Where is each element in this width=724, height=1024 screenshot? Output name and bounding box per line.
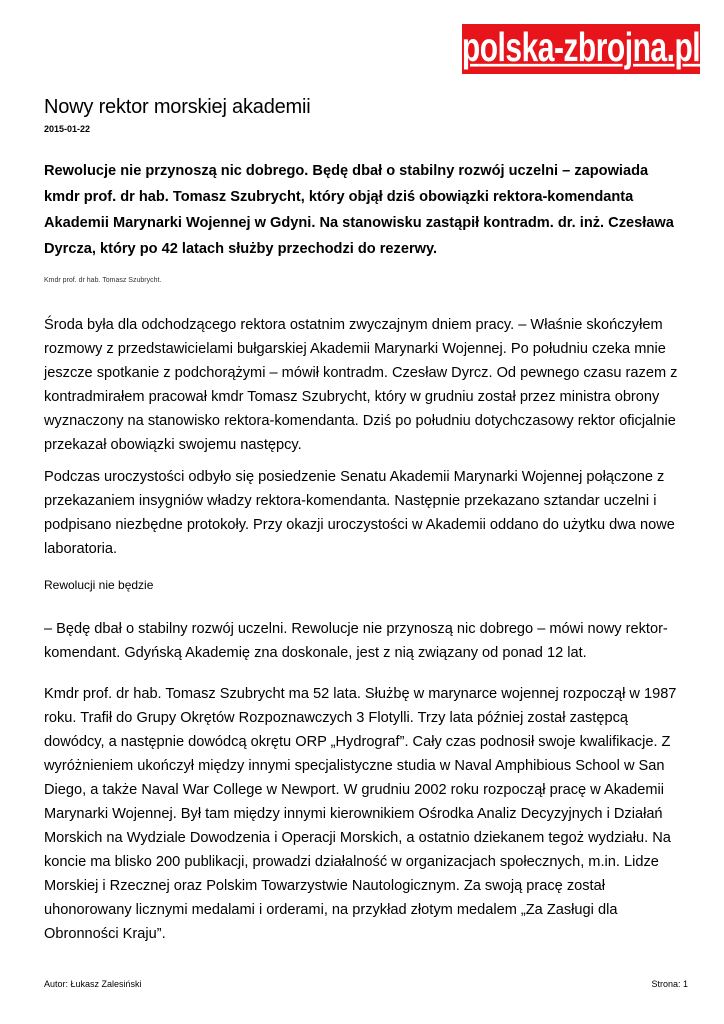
paragraph: – Będę dbał o stabilny rozwój uczelni. Rewolucje nie przynoszą nic dobrego – mówi nowy rektor-komendant. Gdyńską Akademię zna doskonale, jest z nią związany od ponad 12 lat. bbox=[44, 621, 668, 661]
footer-page-number: Strona: 1 bbox=[651, 979, 688, 989]
paragraph: Środa była dla odchodzącego rektora ostatnim zwyczajnym dniem pracy. – Właśnie skończyłem rozmowy z przedstawicielami bułgarskiej Akademii Marynarki Wojennej. Po południu czeka mnie jeszcze spotkanie z podchorążymi – mówił kontradm. Czesław Dyrcz. Od pewnego czasu razem z kontradmirałem pracował kmdr Tomasz Szubrycht, który w grudniu został przez ministra obrony wyznaczony na stanowisko rektora-komendanta. Dziś po południu dotychczasowy rektor oficjalnie przekazał obowiązki swojemu następcy. bbox=[44, 317, 678, 453]
photo-caption: Kmdr prof. dr hab. Tomasz Szubrycht. bbox=[44, 277, 162, 284]
paragraph: Kmdr prof. dr hab. Tomasz Szubrycht ma 52 lata. Służbę w marynarce wojennej rozpoczął w 1987 roku. Trafił do Grupy Okrętów Rozpoznawczych 3 Flotylli. Trzy lata później został zastępcą dowódcy, a następnie dowódcą okrętu ORP „Hydrograf”. Cały czas podnosił swoje kwalifikacje. Z wyróżnieniem ukończył między innymi specjalistyczne studia w Naval Amphibious School w San Diego, a także Naval War College w Newport. W grudniu 2002 roku rozpoczął pracę w Akademii Marynarki Wojennej. Był tam między innymi kierownikiem Ośrodka Analiz Decyzyjnych i Działań Morskich na Wydziale Dowodzenia i Operacji Morskich, a ostatnio dziekanem tegoż wydziału. Na koncie ma blisko 200 publikacji, prowadzi działalność w organizacjach społecznych, m.in. Lidze Morskiej i Rzecznej oraz Polskim Towarzystwie Nautologicznym. Za swoją pracę został uhonorowany licznymi medalami i orderami, na przykład złotym medalem „Za Zasługi dla Obronności Kraju”. bbox=[44, 686, 677, 942]
article-date: 2015-01-22 bbox=[44, 124, 91, 134]
site-logo-text: polska-zbrojna.pl bbox=[462, 26, 700, 71]
article-lead: Rewolucje nie przynoszą nic dobrego. Będę dbał o stabilny rozwój uczelni – zapowiada kmdr prof. dr hab. Tomasz Szubrycht, który objął dziś obowiązki rektora-komendanta Akademii Marynarki Wojennej w Gdyni. Na stanowisku zastąpił kontradm. dr. inż. Czesława Dyrcza, który po 42 latach służby przechodzi do rezerwy. bbox=[44, 163, 674, 257]
site-logo bbox=[462, 24, 700, 74]
paragraph: Podczas uroczystości odbyło się posiedzenie Senatu Akademii Marynarki Wojennej połączone z przekazaniem insygniów władzy rektora-komendanta. Następnie przekazano sztandar uczelni i podpisano niezbędne protokoły. Przy okazji uroczystości w Akademii oddano do użytku dwa nowe laboratoria. bbox=[44, 469, 675, 557]
article-title: Nowy rektor morskiej akademii bbox=[44, 96, 311, 118]
section-subheading: Rewolucji nie będzie bbox=[44, 578, 154, 592]
footer-author: Autor: Łukasz Zalesiński bbox=[44, 979, 142, 989]
